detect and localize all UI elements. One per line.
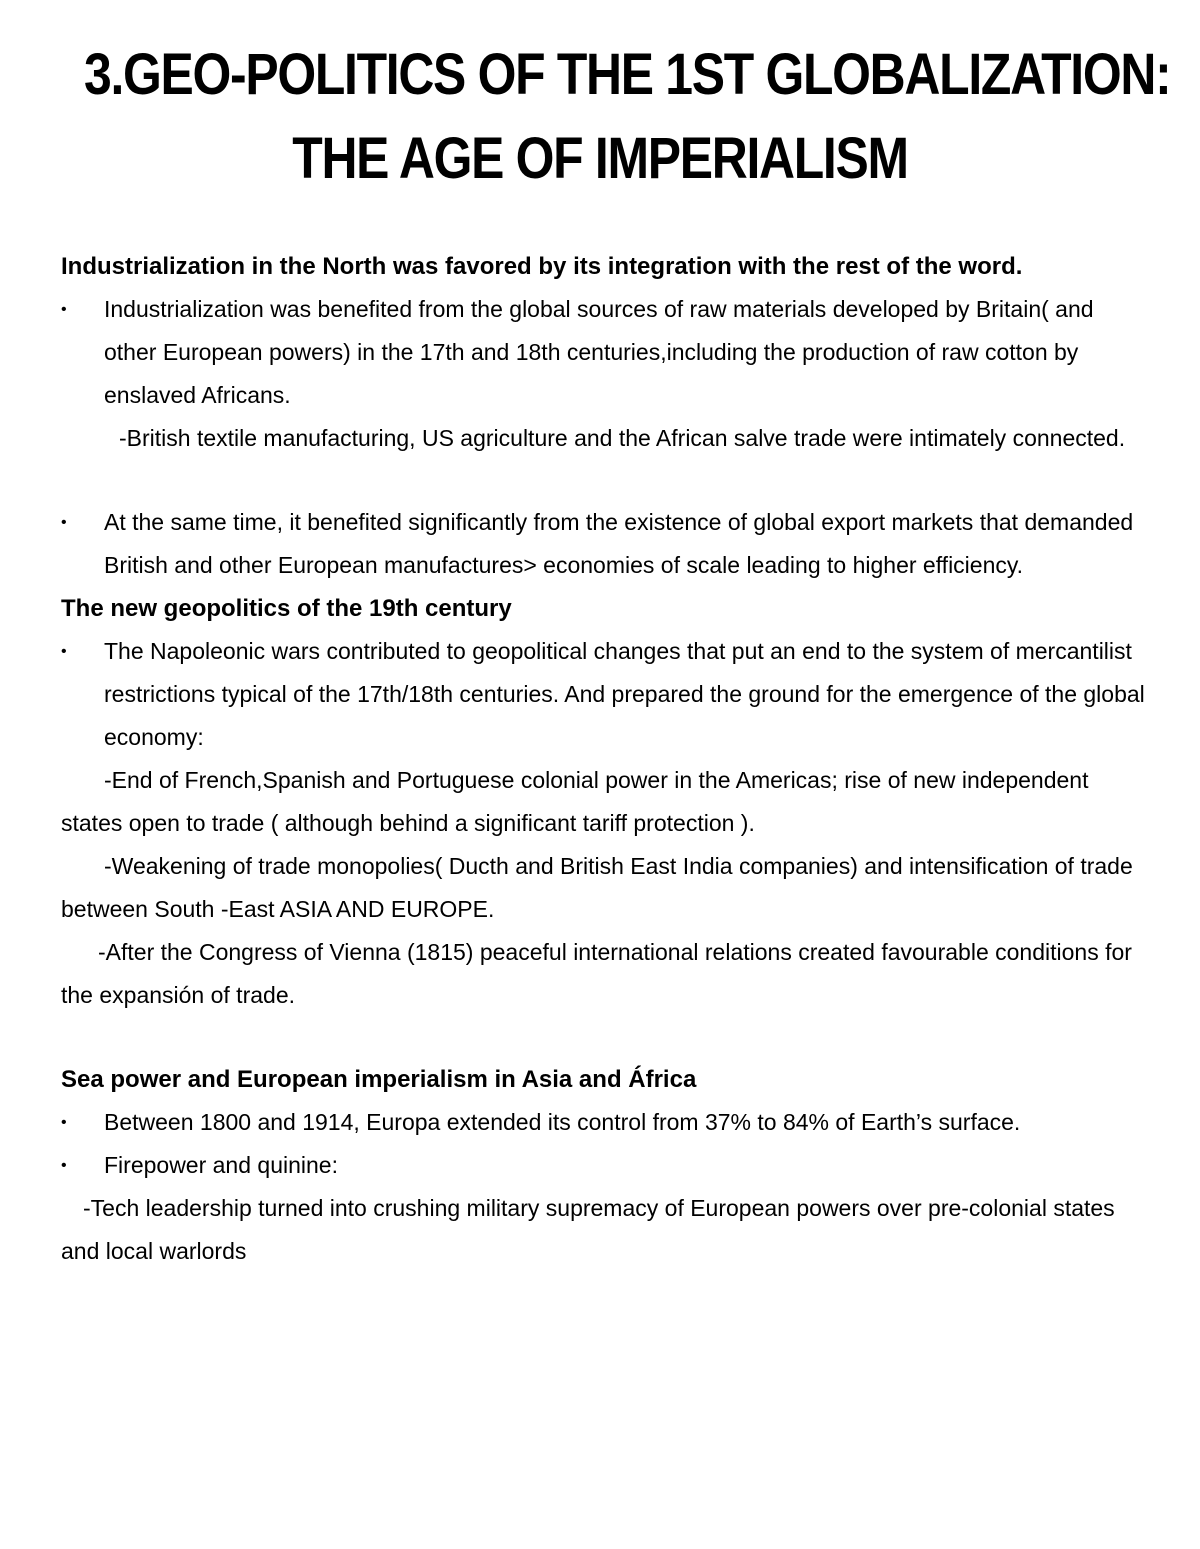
sub-point-textile: -British textile manufacturing, US agriculture and the African salve trade were intimately connected. (119, 425, 1126, 451)
bullet-marker: • (61, 514, 67, 531)
sub-point-trade-monopolies: -Weakening of trade monopolies( Ducth and British East India companies) and intensification of trade between South -East ASIA AND EUROPE. (61, 853, 1133, 922)
page-title-line-2: THE AGE OF IMPERIALISM (292, 126, 908, 191)
section-heading-sea-power: Sea power and European imperialism in Asia and África (61, 1066, 697, 1093)
bullet-export-markets (61, 501, 1151, 587)
bullet-text: Firepower and quinine: (104, 1152, 338, 1178)
page-title-line-1: 3.GEO-POLITICS OF THE 1ST GLOBALIZATION: (84, 42, 1171, 107)
section-heading-industrialization: Industrialization in the North was favored by its integration with the rest of the word. (61, 253, 1023, 280)
section-heading-geopolitics: The new geopolitics of the 19th century (61, 595, 512, 622)
bullet-text: The Napoleonic wars contributed to geopolitical changes that put an end to the system of mercantilist restrictions typical of the 17th/18th centuries. And prepared the ground for the emergence of the global economy: (104, 638, 1145, 750)
bullet-firepower (61, 1144, 1151, 1187)
sub-point-colonial-power: -End of French,Spanish and Portuguese colonial power in the Americas; rise of new independent states open to trade ( although behind a significant tariff protection ). (61, 767, 1089, 836)
bullet-napoleonic-wars (61, 630, 1151, 759)
sub-point-tech-leadership: -Tech leadership turned into crushing military supremacy of European powers over pre-colonial states and local warlords (61, 1195, 1115, 1264)
bullet-text: Between 1800 and 1914, Europa extended its control from 37% to 84% of Earth’s surface. (104, 1109, 1021, 1135)
bullet-marker: • (61, 1157, 67, 1174)
bullet-text: Industrialization was benefited from the global sources of raw materials developed by Britain( and other European powers) in the 17th and 18th centuries,including the production of raw cotton by enslaved Africans. (104, 296, 1094, 408)
bullet-european-control (61, 1101, 1151, 1144)
bullet-marker: • (61, 643, 67, 660)
bullet-raw-materials (61, 288, 1151, 417)
spacer (61, 460, 1151, 501)
bullet-marker: • (61, 301, 67, 318)
document-body (61, 245, 1151, 1273)
spacer (61, 1017, 1151, 1058)
bullet-marker: • (61, 1114, 67, 1131)
bullet-text: At the same time, it benefited significantly from the existence of global export markets that demanded British and other European manufactures> economies of scale leading to higher efficiency. (104, 509, 1134, 578)
sub-point-congress-vienna: -After the Congress of Vienna (1815) peaceful international relations created favourable conditions for the expansión of trade. (61, 939, 1132, 1008)
